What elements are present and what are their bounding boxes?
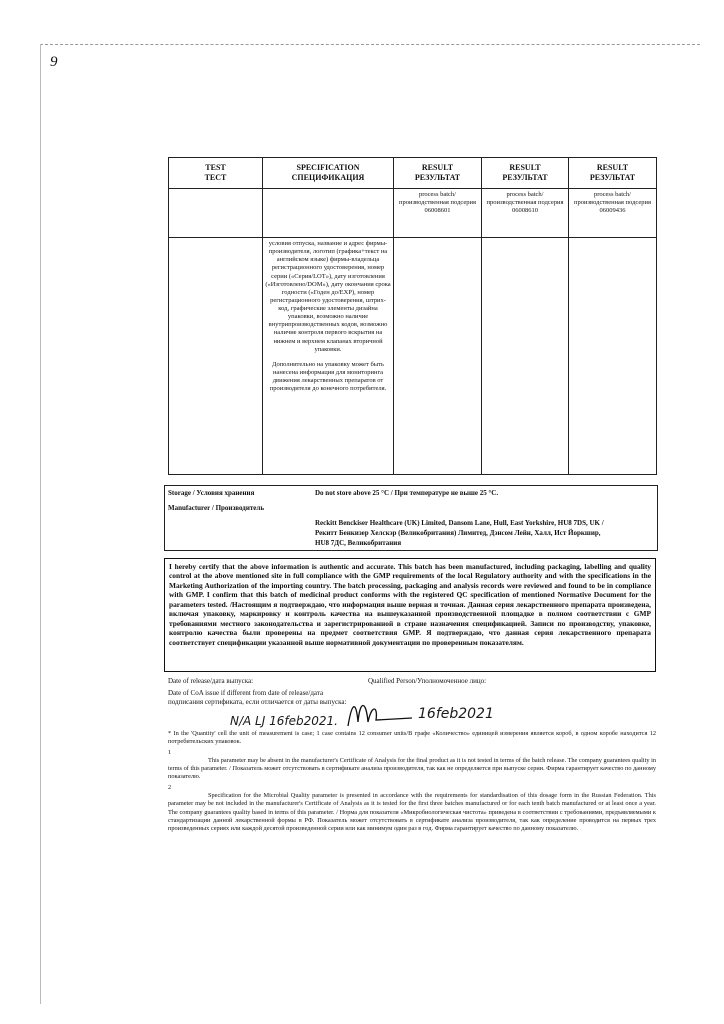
batch-row <box>169 189 657 238</box>
manufacturer-label: Manufacturer / Производитель <box>168 504 265 512</box>
certification-statement: I hereby certify that the above information is authentic and accurate. This batch has been manufactured, including packaging, labelling and quality control at the above mentioned site in full compliance with the GMP requirements of the local Regulatory authority and with the specifications in the Marketing Authorization of the importing country. The batch processing, packaging and analysis records were reviewed and found to be in compliance with GMP. I confirm that this batch of medicinal product conforms with the registered QC specification of mentioned Normative Document for the parameters tested. /Настоящим я подтверждаю, что информация выше верная и точная. Данная серия лекарственного препарата произведена, включая упаковку, маркировку и контроль качества на вышеуказанной производственной площадке в полном соответствии с GMP требованиями местного законодательства и зарегистрированной в стране назначения спецификацией. Записи по производству, упаковке, контролю качества были проверены на предмет соответствия GMP. Я подтверждаю, что данная серия лекарственного препарата соответствует спецификации указанной выше нормативной документации по проверенным показателям. <box>164 558 656 672</box>
footnote-mark-2: 2 <box>168 783 172 791</box>
release-date-label: Date of release/дата выпуска: <box>168 677 254 685</box>
specification-table <box>168 157 657 475</box>
manufacturer-line-2: Рекитт Бенкизер Хелскэр (Великобритания) Лимитед, Дэнсом Лейн, Халл, Ист Йоркшир, <box>315 529 601 537</box>
footnotes <box>168 730 656 836</box>
table-header-row <box>169 158 657 189</box>
coa-handwritten-date: N/A LJ 16feb2021. <box>230 714 338 728</box>
manufacturer-line-3: HU8 7ДС, Великобритания <box>315 539 402 547</box>
specification-text-cell: условия отпуска, название и адрес фирмы-производителя, логотип (графика+текст на английском языке) фирмы-владельца регистрационного удостоверения, номер серии («Серия/LOT»), дату изготовления («Изготовлено/DOM»), дату окончания срока годности («Годен до/EXP), номер регистрационного удостоверения, штрих-код, графические элементы дизайна упаковки, возможно наличие внутрипроизводственных кодов, возможно наличие контроля первого вскрытия на нижнем и верхнем клапанах вторичной упаковки. Дополнительно на упаковку может быть нанесена информация для мониторинга движения лекарственных препаратов от производителя до конечного потребителя. <box>263 238 394 475</box>
storage-manufacturer-box <box>164 485 658 551</box>
footnote-mark-1: 1 <box>168 748 172 756</box>
storage-label: Storage / Условия хранения <box>168 489 255 497</box>
batch-cell-3: process batch/ производственная подсерия 06009436 <box>569 189 657 238</box>
header-result-1: RESULT РЕЗУЛЬТАТ <box>394 158 482 189</box>
top-rule <box>40 44 700 45</box>
header-result-2: RESULT РЕЗУЛЬТАТ <box>482 158 569 189</box>
left-margin-rule <box>40 44 41 1004</box>
qualified-person-signature <box>342 696 414 730</box>
footnote-release-parameter: This parameter may be absent in the manufacturer's Certificate of Analysis for the final product as it is not tested in terms of the batch release. The company guarantees quality in terms of this parameter. / Показатель может отсутствовать в сертификате анализа производителя, так как не определяется при выпуске серии. Фирма гарантирует качество по данному показателю. <box>168 756 656 781</box>
storage-value: Do not store above 25 °C / При температуре не выше 25 °C. <box>315 489 499 497</box>
header-result-3: RESULT РЕЗУЛЬТАТ <box>569 158 657 189</box>
header-specification: SPECIFICATION СПЕЦИФИКАЦИЯ <box>263 158 394 189</box>
table-row <box>169 238 657 475</box>
footnote-quantity: * In the 'Quantity' cell the unit of measurement is case; 1 case contains 12 consumer units/В графе «Количество» единицей измерения является короб, в одном коробе находится 12 потребительских упаковок. <box>168 730 656 746</box>
qualified-person-handwritten-date: 16feb2021 <box>418 706 494 722</box>
batch-cell-1: process batch/ производственная подсерия 06008601 <box>394 189 482 238</box>
page-number: 9 <box>50 54 58 70</box>
qualified-person-label: Qualified Person/Уполномоченное лицо: <box>368 677 487 685</box>
batch-cell-2: process batch/ производственная подсерия 06008610 <box>482 189 569 238</box>
footnote-microbial-quality: Specification for the Microbial Quality parameter is presented in accordance with the requirements for standardisation of this dosage form in the Russian Federation. This parameter may be not included in the manufacturer's Certificate of Analysis as it is tested for the first three batches manufactured or for each tenth batch manufactured or at least once a year. The company guarantees quality based in terms of this parameter. / Норма для показателя «Микробиологическая чистота» приведена в соответствии с требованиями, предъявляемыми к стандартизации данной лекарственной формы в РФ. Показатель может отсутствовать в сертификате анализа производителя, так как определение проводится на первых трех произведенных сериях или каждой десятой произведенной серии или как минимум один раз в год. Фирма гарантирует качество по данному показателю. <box>168 792 656 833</box>
coa-date-label: Date of CoA issue if different from date of release/дата подписания сертификата, если отличается от даты выпуска: <box>168 689 347 706</box>
header-test: TEST ТЕСТ <box>169 158 263 189</box>
manufacturer-line-1: Reckitt Benckiser Healthcare (UK) Limited, Dansom Lane, Hull, East Yorkshire, HU8 7DS, UK / <box>315 519 604 527</box>
